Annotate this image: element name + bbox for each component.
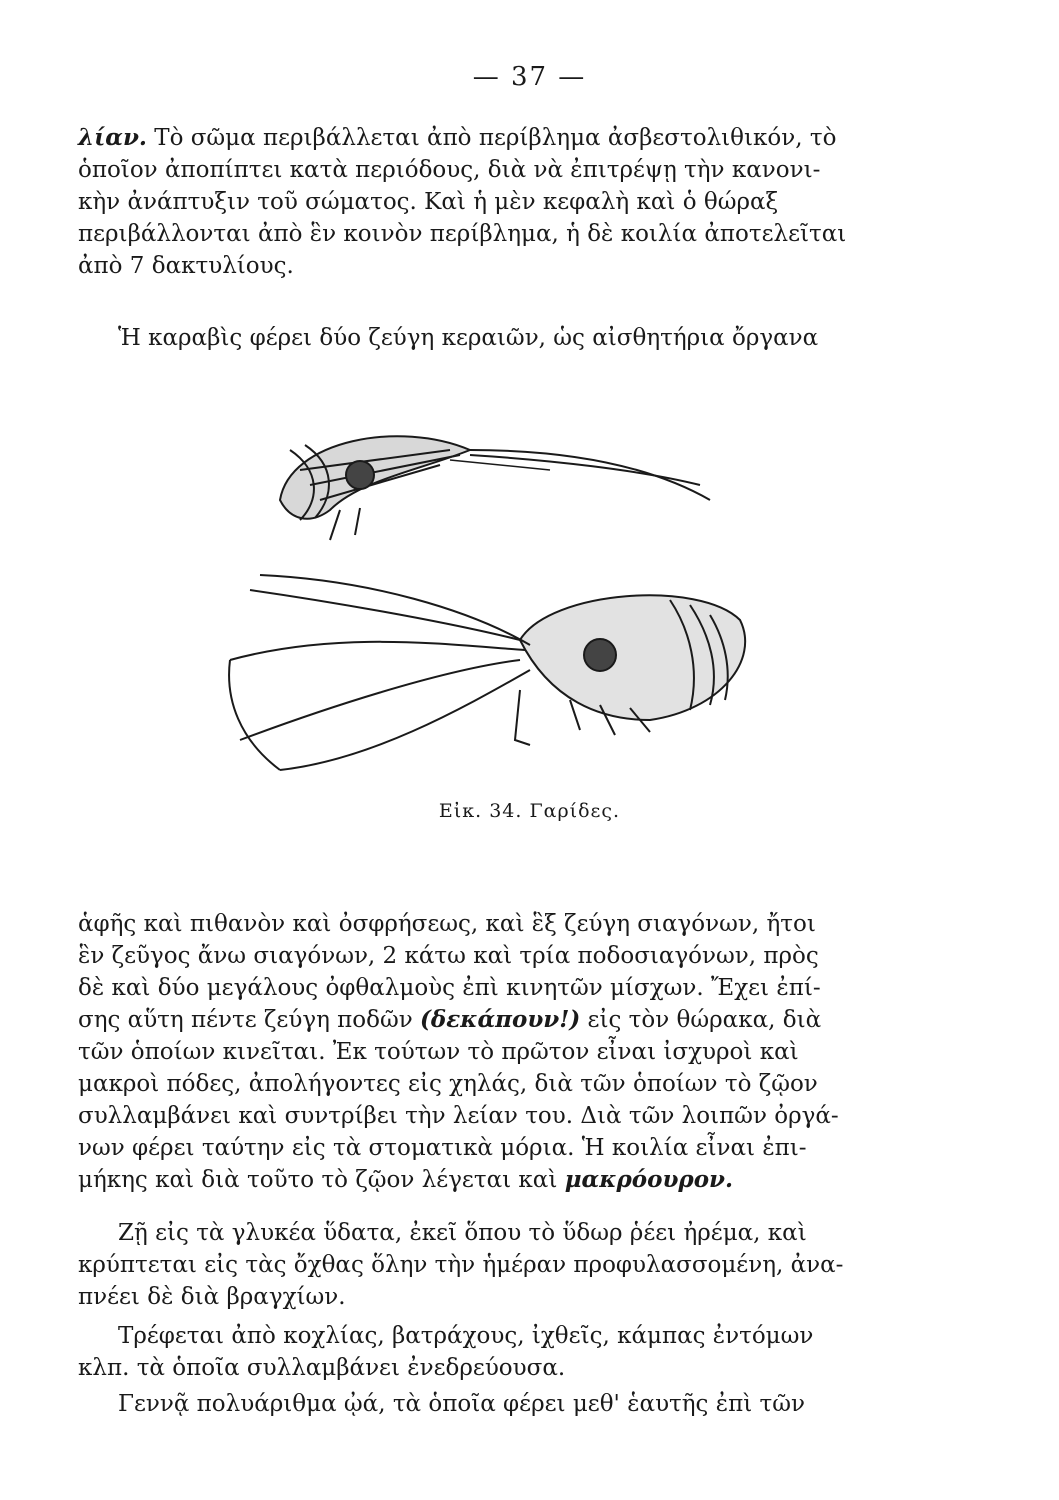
text-line: Ζῇ εἰς τὰ γλυκέα ὕδατα, ἐκεῖ ὅπου τὸ ὕδωρ ῥέει ἠρέμα, καὶ [118, 1220, 807, 1246]
text-line: κὴν ἀνάπτυξιν τοῦ σώματος. Καὶ ἡ μὲν κεφαλὴ καὶ ὁ θώραξ [78, 189, 779, 215]
text-line: ὁποῖον ἀποπίπτει κατὰ περιόδους, διὰ νὰ ἐπιτρέψῃ τὴν κανονι- [78, 157, 821, 183]
paragraph-reproduction [78, 1388, 878, 1420]
paragraph-diet [78, 1320, 878, 1384]
text-line: Ἡ καραβὶς φέρει δύο ζεύγη κεραιῶν, ὡς αἰσθητήρια ὄργανα [118, 325, 819, 351]
text-line: ἀπὸ 7 δακτυλίους. [78, 253, 294, 279]
text-line: ἁφῆς καὶ πιθανὸν καὶ ὀσφρήσεως, καὶ ἓξ ζεύγη σιαγόνων, ἤτοι [78, 911, 816, 937]
shrimp-illustration [220, 410, 780, 790]
shrimp-bottom [229, 575, 745, 770]
text-fragment: μήκης καὶ διὰ τοῦτο τὸ ζῷον λέγεται καὶ [78, 1167, 565, 1193]
lead-word: λίαν. [78, 124, 147, 151]
text-line: ἓν ζεῦγος ἄνω σιαγόνων, 2 κάτω καὶ τρία ποδοσιαγόνων, πρὸς [78, 943, 819, 969]
text-line: πνέει δὲ διὰ βραγχίων. [78, 1284, 346, 1310]
text-line: τῶν ὁποίων κινεῖται. Ἐκ τούτων τὸ πρῶτον εἶναι ἰσχυροὶ καὶ [78, 1039, 799, 1065]
text-line: κρύπτεται εἰς τὰς ὄχθας ὅλην τὴν ἡμέραν προφυλασσομένη, ἀνα- [78, 1252, 844, 1278]
text-line [78, 1004, 878, 1036]
text-line: μακροὶ πόδες, ἀπολήγοντες εἰς χηλάς, διὰ τῶν ὁποίων τὸ ζῷον [78, 1071, 818, 1097]
paragraph-mouthparts [78, 908, 878, 1196]
text-line: Τρέφεται ἀπὸ κοχλίας, βατράχους, ἰχθεῖς, κάμπας ἐντόμων [118, 1323, 814, 1349]
paragraph-habitat [78, 1217, 878, 1313]
page-number: — 37 — [472, 62, 587, 92]
paragraph-antennae [78, 322, 878, 354]
text-line: δὲ καὶ δύο μεγάλους ὀφθαλμοὺς ἐπὶ κινητῶν μίσχων. Ἔχει ἐπί- [78, 975, 821, 1001]
shrimp-top [280, 436, 710, 540]
text-line: κλπ. τὰ ὁποῖα συλλαμβάνει ἐνεδρεύουσα. [78, 1355, 566, 1381]
text-fragment: σης αὕτη πέντε ζεύγη ποδῶν [78, 1007, 421, 1033]
text-line: Γεννᾷ πολυάριθμα ᾠά, τὰ ὁποῖα φέρει μεθ' ἑαυτῆς ἐπὶ τῶν [118, 1391, 805, 1417]
figure-caption: Εἰκ. 34. Γαρίδες. [438, 800, 621, 822]
text-fragment: Τὸ σῶμα περιβάλλεται ἀπὸ περίβλημα ἀσβεστολιθικόν, τὸ [146, 125, 837, 151]
paragraph-body-covering [78, 122, 878, 282]
emphasis-text: (δεκάπουν!) [420, 1006, 581, 1033]
text-line [78, 1164, 878, 1196]
shrimp-figure [220, 410, 780, 790]
text-line [78, 122, 878, 154]
text-fragment: εἰς τὸν θώρακα, διὰ [580, 1007, 822, 1033]
emphasis-text: μακρόουρον. [564, 1166, 733, 1193]
text-line: νων φέρει ταύτην εἰς τὰ στοματικὰ μόρια. Ἡ κοιλία εἶναι ἐπι- [78, 1135, 807, 1161]
text-line: περιβάλλονται ἀπὸ ἓν κοινὸν περίβλημα, ἡ δὲ κοιλία ἀποτελεῖται [78, 221, 847, 247]
text-line: συλλαμβάνει καὶ συντρίβει τὴν λείαν του. Διὰ τῶν λοιπῶν ὀργά- [78, 1103, 839, 1129]
